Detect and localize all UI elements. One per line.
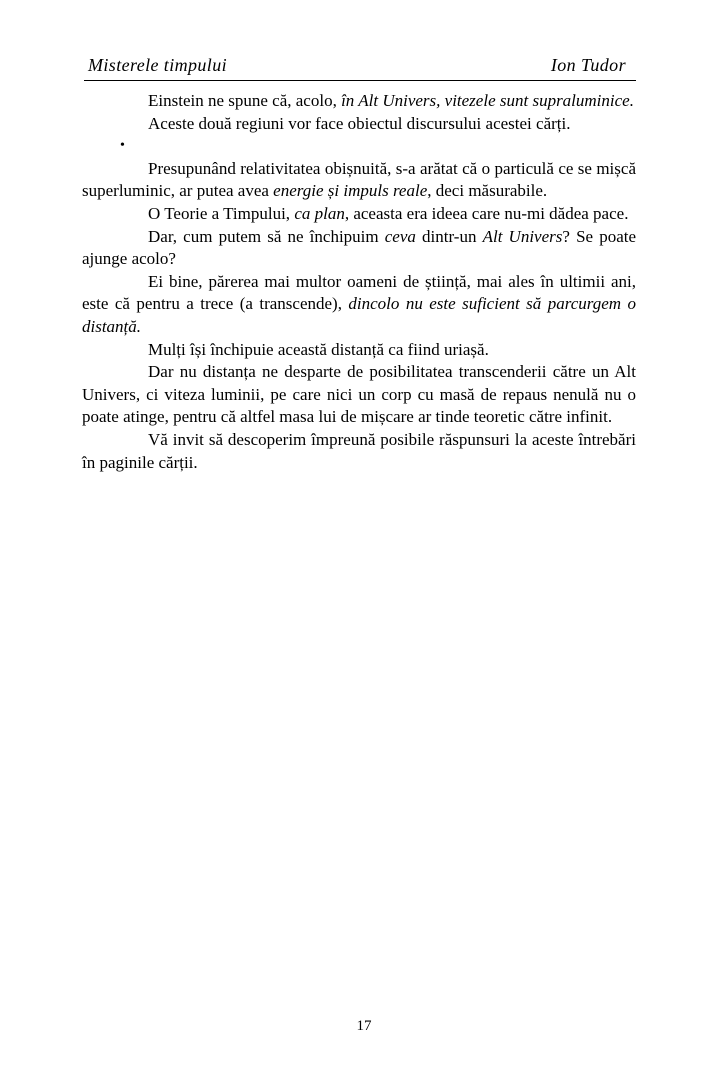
text-run: Dar nu distanța ne desparte de posibilitatea transcenderii către un Alt Univers, ci viteza luminii, pe care nici un corp cu masă de repaus nenulă nu o poate atinge, pentru că altfel masa lui de mișcare ar tinde teoretic către infinit. bbox=[82, 362, 636, 427]
header-author: Ion Tudor bbox=[550, 55, 626, 75]
page-number: 17 bbox=[356, 1018, 372, 1034]
text-run: dintr-un bbox=[415, 226, 483, 246]
italic-text: Alt Univers bbox=[482, 226, 563, 246]
header-book-title: Misterele timpului bbox=[88, 55, 228, 75]
section-separator: • bbox=[120, 138, 125, 154]
text-run: Einstein ne spune că, acolo, bbox=[148, 91, 342, 110]
text-run: , aceasta era ideea care nu-mi dădea pace. bbox=[344, 203, 629, 223]
paragraph bbox=[82, 271, 636, 339]
paragraph bbox=[82, 158, 636, 203]
paragraph bbox=[82, 361, 636, 429]
paragraph bbox=[82, 203, 636, 226]
text-run: Dar, cum putem să ne închipuim bbox=[148, 226, 385, 246]
text-run: O Teorie a Timpului, bbox=[148, 203, 295, 223]
text-run: Vă invit să descoperim împreună posibile răspunsuri la aceste întrebări în paginile cărții. bbox=[82, 429, 636, 472]
text-run: , deci măsurabile. bbox=[427, 181, 548, 201]
text-run: Presupunând relativitatea obișnuită, s-a arătat că o particulă ce se mișcă superluminic, ar putea avea bbox=[82, 158, 636, 201]
paragraph bbox=[82, 226, 636, 271]
italic-text: ca plan bbox=[294, 203, 345, 223]
text-run: ? Se poate ajunge acolo? bbox=[82, 226, 637, 269]
text-run: Ei bine, părerea mai multor oameni de știință, mai ales în ultimii ani, este că pentru a trece (a transcende), bbox=[82, 271, 636, 314]
italic-text: energie și impuls reale bbox=[273, 181, 428, 201]
italic-text: în Alt Univers, vitezele sunt supraluminice. bbox=[341, 91, 634, 110]
italic-text: ceva bbox=[384, 226, 416, 246]
text-run: Mulți își închipuie această distanță ca fiind uriașă. bbox=[148, 339, 489, 359]
italic-text: dincolo nu este suficient să parcurgem o distanță. bbox=[82, 294, 636, 336]
paragraph bbox=[82, 113, 636, 136]
paragraph bbox=[82, 90, 636, 113]
text-run: Aceste două regiuni vor face obiectul discursului acestei cărți. bbox=[148, 113, 571, 133]
paragraph bbox=[82, 429, 636, 474]
body-text bbox=[82, 90, 636, 474]
header-rule bbox=[84, 80, 636, 81]
paragraph bbox=[82, 339, 636, 362]
